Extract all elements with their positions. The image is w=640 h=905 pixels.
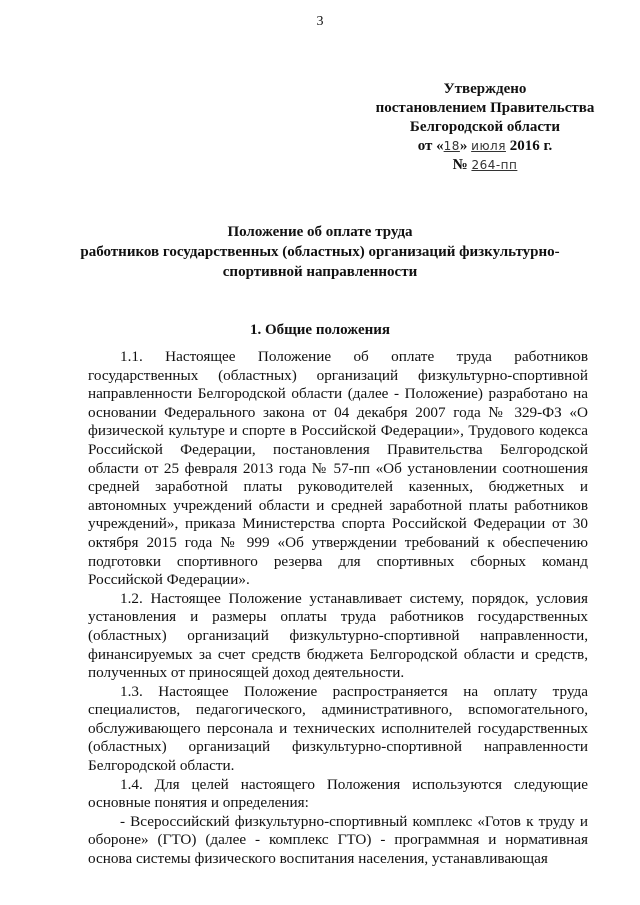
document-title (60, 222, 580, 282)
approval-line-approved: Утверждено (443, 81, 527, 97)
approval-line-region: Белгородской области (409, 119, 561, 135)
approval-date (360, 137, 610, 156)
approval-date-month: июля (471, 139, 506, 153)
document-title-line-3: спортивной направленности (222, 264, 418, 280)
approval-number-prefix: № (452, 157, 468, 173)
paragraph-1-4: 1.4. Для целей настоящего Положения используются следующие основные понятия и определения: (88, 775, 588, 812)
approval-date-prefix: от « (417, 138, 444, 154)
approval-number-value: 264-пп (471, 158, 518, 172)
approval-line-resolution: постановлением Правительства (375, 100, 595, 116)
approval-date-day: 18 (443, 139, 460, 153)
paragraph-1-1: 1.1. Настоящее Положение об оплате труда работников государственных (областных) организаций физкультурно-спортивной направленности Белгородской области (далее - Положение) разработано на основании Федерального закона от 04 декабря 2007 года № 329-ФЗ «О физической культуре и спорте в Российской Федерации», Трудового кодекса Российской Федерации, постановления Правительства Белгородской области от 25 февраля 2013 года № 57-пп «Об установлении соотношения средней заработной платы руководителей казенных, бюджетных и автономных учреждений области и средней заработной платы работников учреждений», приказа Министерства спорта Российской Федерации от 30 октября 2015 года № 999 «Об утверждении требований к обеспечению подготовки спортивного резерва для спортивных сборных команд Российской Федерации». (88, 348, 588, 589)
approval-number (360, 156, 610, 175)
approval-date-mid: » (459, 138, 468, 154)
paragraph-gto-definition: - Всероссийский физкультурно-спортивный комплекс «Готов к труду и обороне» (ГТО) (далее - комплекс ГТО) - программная и нормативная основа системы физического воспитания населения, устанавливающая (88, 812, 588, 868)
document-title-line-2: работников государственных (областных) организаций физкультурно- (80, 244, 560, 260)
paragraph-1-2: 1.2. Настоящее Положение устанавливает систему, порядок, условия установления и размеры оплаты труда работников государственных (областных) организаций физкультурно-спортивной направленности, финансируемых за счет средств бюджета Белгородской области и средств, полученных от приносящей доход деятельности. (88, 589, 588, 682)
body-text (88, 348, 588, 869)
approval-stamp (360, 80, 610, 175)
approval-date-year: 2016 г. (509, 138, 553, 154)
page-number: 3 (316, 14, 324, 29)
paragraph-1-3: 1.3. Настоящее Положение распространяется на оплату труда специалистов, педагогического, административного, вспомогательного, обслуживающего персонала и технических исполнителей государственных (областных) организаций физкультурно-спортивной направленности Белгородской области. (88, 682, 588, 775)
document-title-line-1: Положение об оплате труда (227, 224, 413, 240)
section-heading: 1. Общие положения (249, 322, 391, 338)
